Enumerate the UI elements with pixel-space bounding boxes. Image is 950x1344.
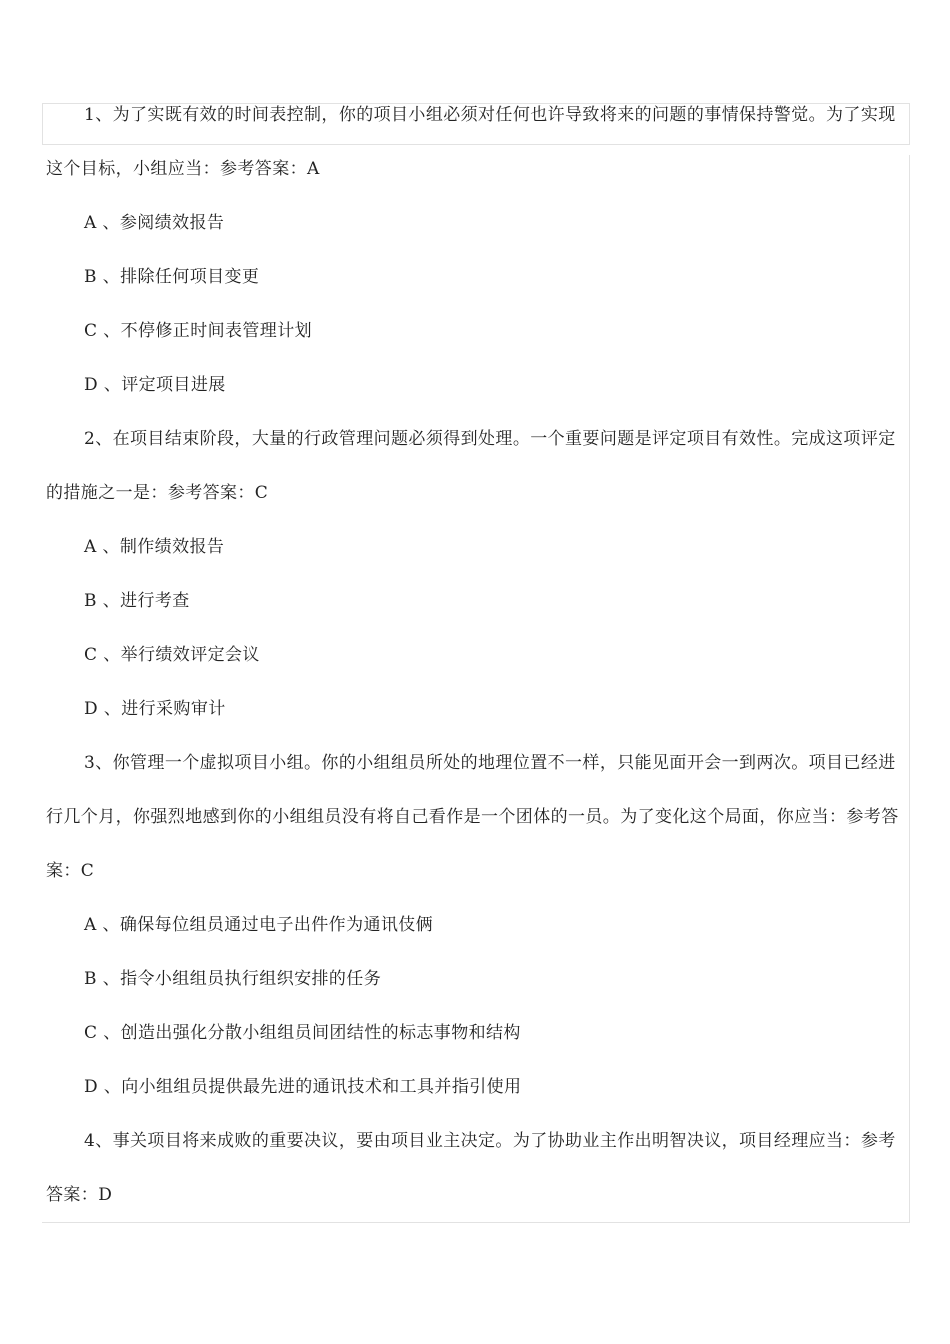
option-d: D 、进行采购审计 <box>84 699 226 719</box>
question-stem: 1、为了实既有效的时间表控制，你的项目小组必须对任何也许导致将来的问题的事情保持警觉。为了实现这个目标，小组应当： <box>46 105 896 179</box>
option-a: A 、制作绩效报告 <box>84 537 225 557</box>
question-stem: 2、在项目结束阶段，大量的行政管理问题必须得到处理。一个重要问题是评定项目有效性。完成这项评定的措施之一是： <box>46 429 896 503</box>
answer-key: 参考答案：C <box>167 483 269 503</box>
document-content <box>46 88 908 1222</box>
option-c: C 、举行绩效评定会议 <box>84 645 260 665</box>
question-2 <box>46 412 908 520</box>
option-d: D 、向小组组员提供最先进的通讯技术和工具并指引使用 <box>84 1077 522 1097</box>
answer-key: 参考答案：A <box>220 159 320 179</box>
option-d: D 、评定项目进展 <box>84 375 226 395</box>
question-1 <box>46 88 908 196</box>
question-3 <box>46 736 908 898</box>
option-b: B 、进行考查 <box>84 591 190 611</box>
question-4 <box>46 1114 908 1222</box>
option-a: A 、确保每位组员通过电子出件作为通讯伎俩 <box>84 915 434 935</box>
option-c: C 、创造出强化分散小组组员间团结性的标志事物和结构 <box>84 1023 521 1043</box>
option-b: B 、指令小组组员执行组织安排的任务 <box>84 969 382 989</box>
option-a: A 、参阅绩效报告 <box>84 213 225 233</box>
answer-key: 参考答案：D <box>46 1131 896 1205</box>
question-stem: 4、事关项目将来成败的重要决议，要由项目业主决定。为了协助业主作出明智决议，项目经理应当： <box>84 1131 861 1151</box>
option-c: C 、不停修正时间表管理计划 <box>84 321 313 341</box>
answer-key: 参考答案：C <box>46 807 899 881</box>
question-stem: 3、你管理一个虚拟项目小组。你的小组组员所处的地理位置不一样，只能见面开会一到两次。项目已经进行几个月，你强烈地感到你的小组组员没有将自己看作是一个团体的一员。为了变化这个局面，你应当： <box>46 753 896 827</box>
option-b: B 、排除任何项目变更 <box>84 267 260 287</box>
